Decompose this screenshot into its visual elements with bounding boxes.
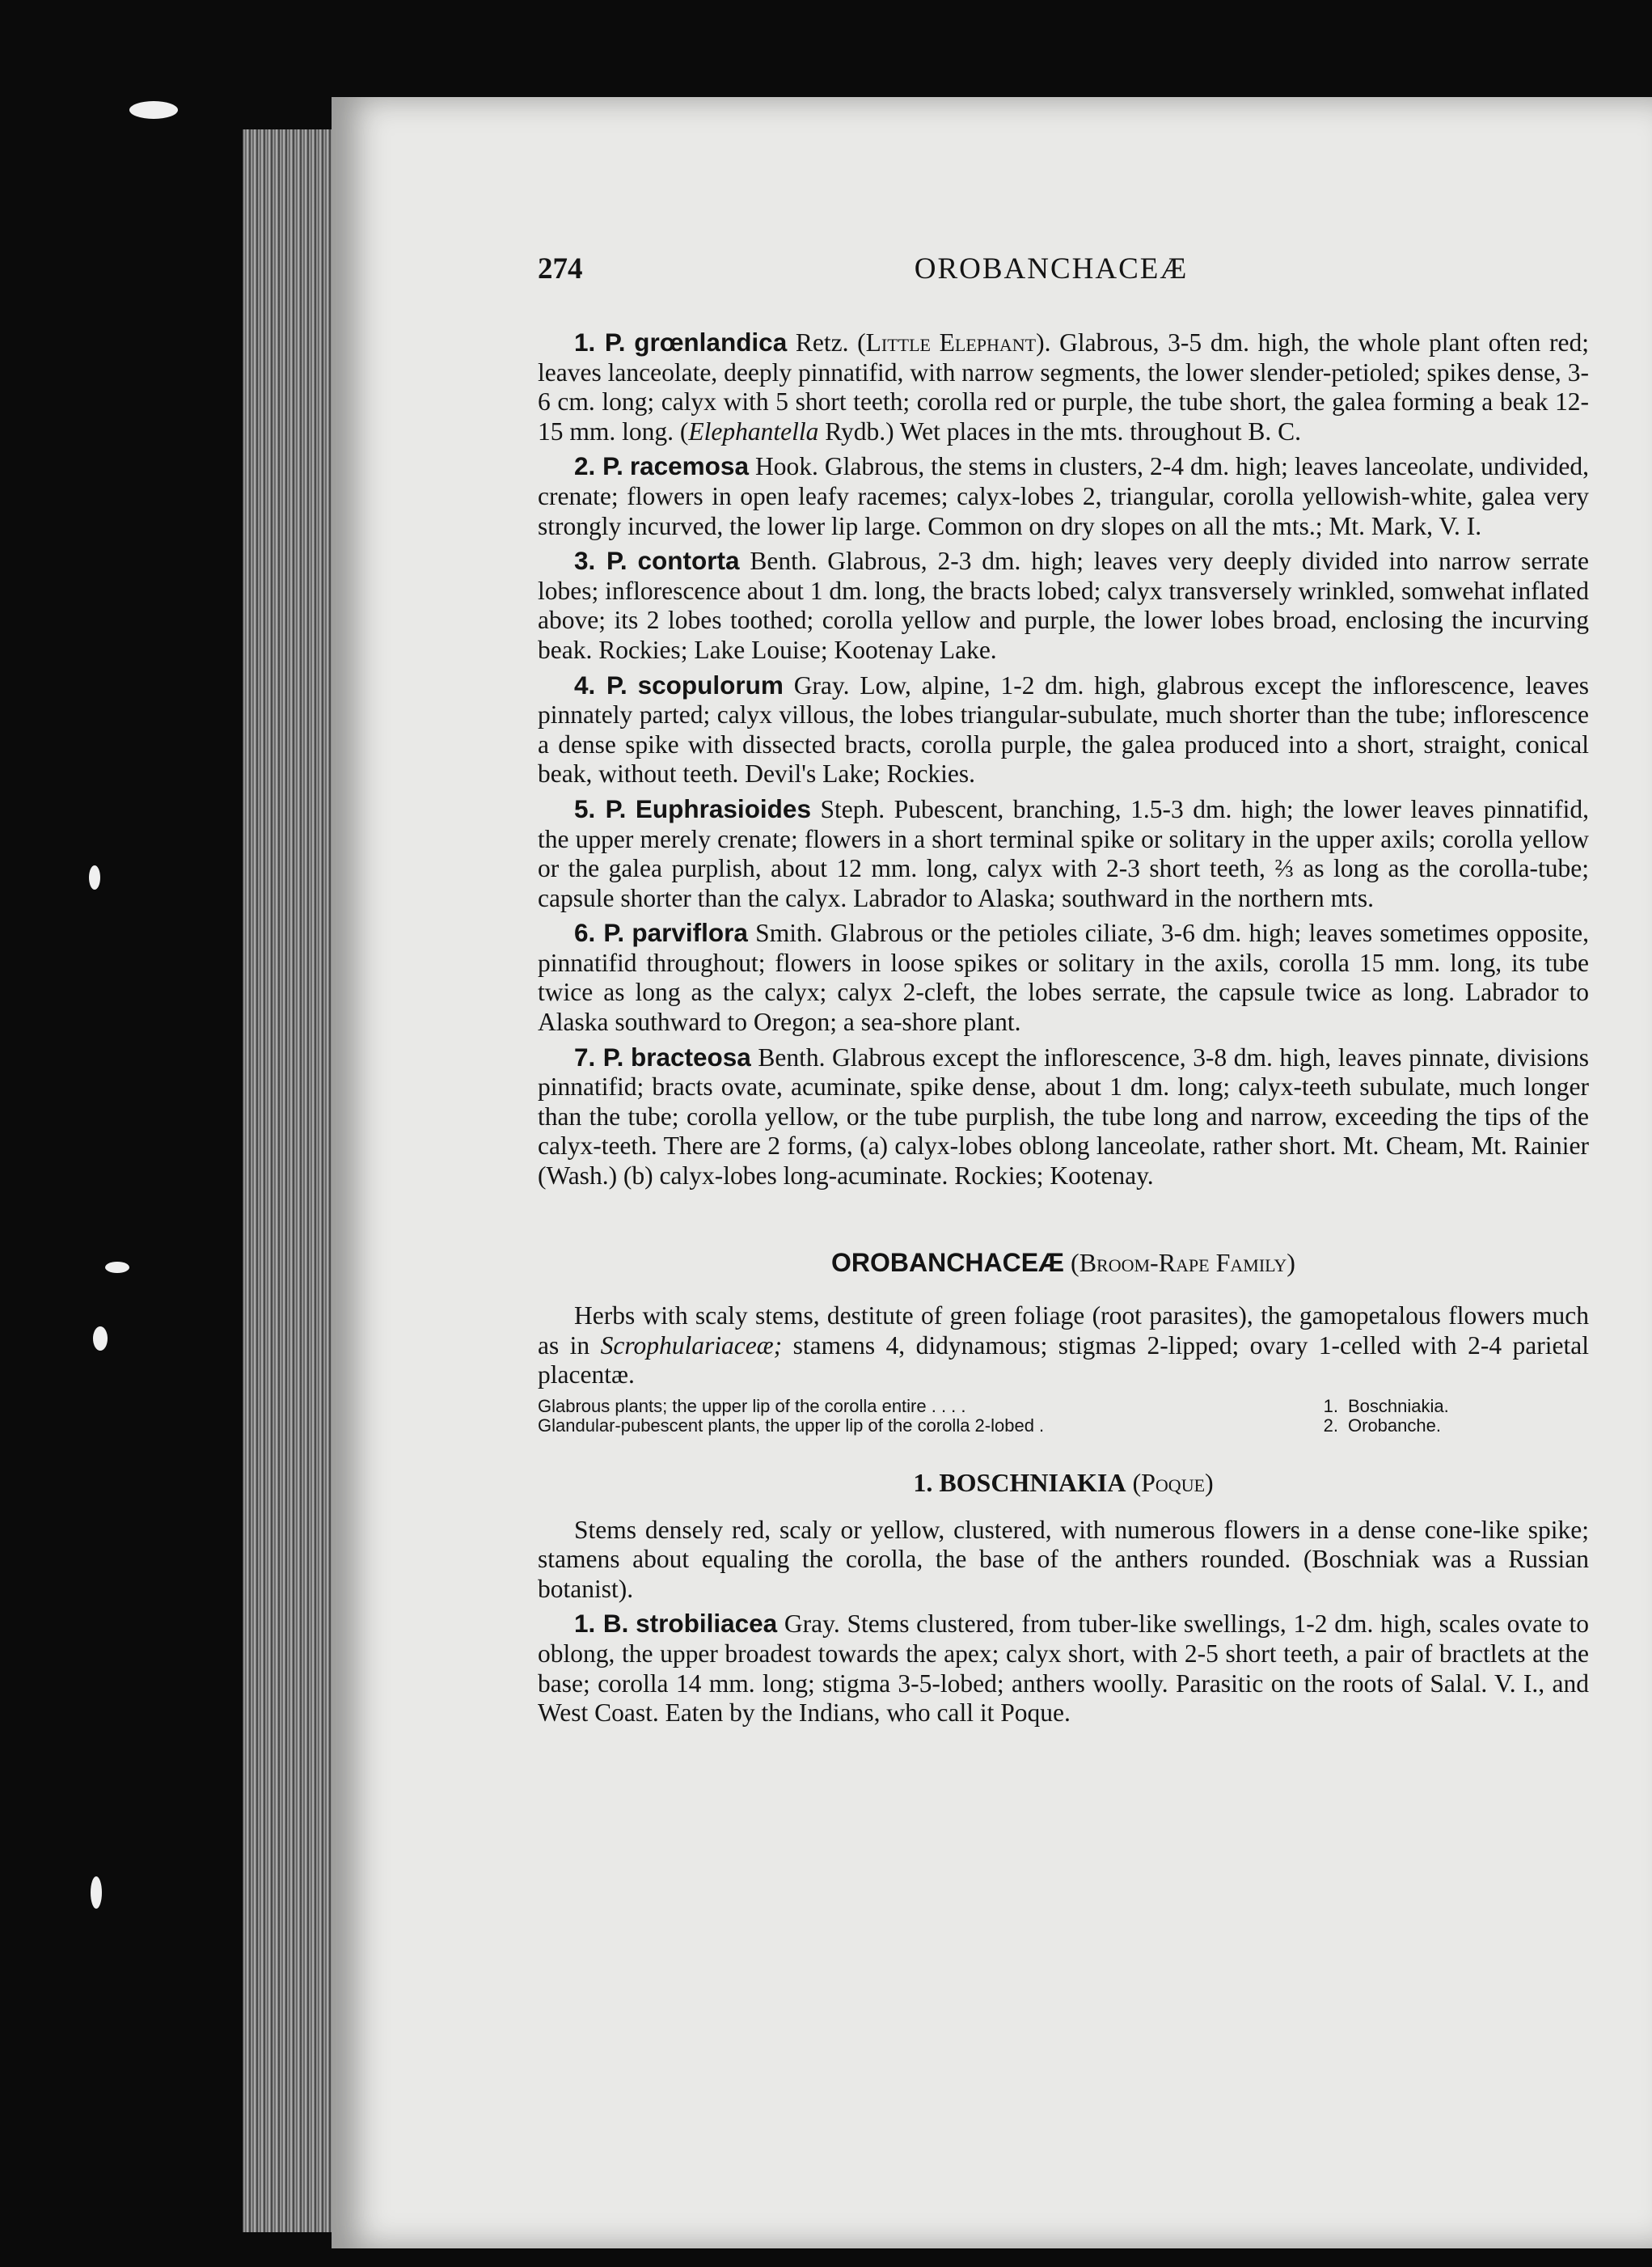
running-title: OROBANCHACEÆ bbox=[914, 252, 1189, 285]
author: Steph. bbox=[820, 794, 885, 823]
genus-description: Stems densely red, scaly or yellow, clustered, with numerous flowers in a dense cone-like spike; stamens about equaling the corolla, the base of the anthers rounded. (Boschniak was a Russian botanist). bbox=[538, 1515, 1589, 1603]
entry-number: 2. P. bbox=[574, 451, 623, 481]
species-name: scopulorum bbox=[637, 670, 784, 700]
page-header bbox=[538, 252, 1589, 287]
common-name: (Little Elephant). bbox=[857, 328, 1051, 357]
genus-common-name: (Poque) bbox=[1132, 1468, 1214, 1497]
entry-number: 4. P. bbox=[574, 670, 627, 700]
species-name: Euphrasioides bbox=[635, 793, 811, 823]
description: Glabrous, the stems in clusters, 2-4 dm. high; leaves lanceolate, undivided, crenate; flowers in open leafy racemes; calyx-lobes 2, triangular, corolla yellowish-white, galea very strongly incurved, the lower lip large. Common on dry slopes on all the mts.; Mt. Mark, V. I. bbox=[538, 452, 1589, 540]
genus-name: 1. BOSCHNIAKIA bbox=[913, 1468, 1126, 1497]
key-description: Glandular-pubescent plants, the upper lip of the corolla 2-lobed . bbox=[538, 1415, 1045, 1436]
author: Gray. bbox=[784, 1609, 840, 1639]
entry-number: 1. B. bbox=[574, 1609, 629, 1639]
scan-artifact bbox=[89, 865, 100, 890]
genus-key bbox=[538, 1397, 1589, 1436]
family-desc-part: Herbs with scaly stems, destitute of green foliage (root parasites), the gamopetalous flowers much as in bbox=[538, 1301, 1589, 1360]
scan-artifact bbox=[93, 1326, 108, 1351]
entry-number: 6. P. bbox=[574, 918, 625, 948]
author: Smith. bbox=[755, 919, 823, 948]
key-genus: Orobanche. bbox=[1348, 1415, 1441, 1436]
key-row bbox=[538, 1416, 1589, 1436]
family-common-name: (Broom-Rape Family) bbox=[1071, 1247, 1295, 1277]
species-entry-5 bbox=[538, 794, 1589, 913]
synonym: Elephantella bbox=[688, 417, 819, 446]
species-entry-2 bbox=[538, 451, 1589, 541]
family-desc-italic: Scrophulariaceæ; bbox=[600, 1330, 783, 1360]
species-name: racemosa bbox=[629, 451, 749, 481]
author: Gray. bbox=[793, 670, 850, 700]
key-number: 1. bbox=[1323, 1396, 1338, 1416]
species-name: bracteosa bbox=[630, 1042, 751, 1072]
species-entry-4 bbox=[538, 670, 1589, 789]
page-number: 274 bbox=[538, 252, 583, 285]
scan-artifact bbox=[91, 1876, 102, 1909]
species-name: contorta bbox=[637, 546, 740, 576]
species-entry-3 bbox=[538, 546, 1589, 665]
species-name: parviflora bbox=[632, 918, 748, 948]
scan-artifact bbox=[105, 1262, 129, 1273]
family-heading bbox=[538, 1248, 1589, 1278]
author: Benth. bbox=[758, 1043, 826, 1072]
key-row bbox=[538, 1397, 1589, 1416]
key-description: Glabrous plants; the upper lip of the corolla entire . . . . bbox=[538, 1396, 966, 1416]
description: Glabrous, 2-3 dm. high; leaves very deeply divided into narrow serrate lobes; inflorescence about 1 dm. long, the bracts lobed; calyx transversely wrinkled, somwehat inflated above; its 2 lobes toothed; corolla yellow and purple, the lower lobes broad, enclosing the incurving beak. Rockies; Lake Louise; Kootenay Lake. bbox=[538, 547, 1590, 664]
description-cont: Rydb.) Wet places in the mts. throughout B. C. bbox=[825, 417, 1302, 446]
family-name: OROBANCHACEÆ bbox=[831, 1247, 1065, 1277]
species-name: grœnlandica bbox=[634, 328, 788, 357]
entry-number: 7. P. bbox=[574, 1042, 624, 1072]
species-name: strobiliacea bbox=[636, 1609, 778, 1639]
description: Pubescent, branching, 1.5-3 dm. high; the lower leaves pinnatifid, the upper merely crenate; flowers in a short terminal spike or solitary in the upper axils; corolla yellow or the galea purplish, about 12 mm. long, calyx with 2-3 short teeth, ⅔ as long as the corolla-tube; capsule shorter than the calyx. Labrador to Alaska; southward in the northern mts. bbox=[538, 794, 1590, 912]
description: Low, alpine, 1-2 dm. high, glabrous except the inflorescence, leaves pinnately parted; calyx villous, the lobes triangular-subulate, much shorter than the tube; inflorescence a dense spike with dissected bracts, corolla purple, the galea produced into a short, straight, conical beak, without teeth. Devil's Lake; Rockies. bbox=[538, 670, 1590, 789]
entry-number: 3. P. bbox=[574, 546, 627, 576]
description: Glabrous, 3-5 dm. high, the whole plant often red; leaves lanceolate, deeply pinnatifid, with narrow segments, the lower slender-petioled; spikes dense, 3-6 cm. long; calyx with 5 short teeth; corolla red or purple, the tube short, the galea forming a beak 12-15 mm. long. ( bbox=[538, 328, 1590, 446]
genus-heading bbox=[538, 1468, 1589, 1498]
author: Retz. bbox=[795, 328, 849, 357]
entry-number: 1. P. bbox=[574, 328, 626, 357]
family-description bbox=[538, 1301, 1589, 1390]
author: Benth. bbox=[750, 547, 818, 576]
family-desc-part: stamens 4, didynamous; stigmas 2-lipped; ovary 1-celled with 2-4 parietal placentæ. bbox=[538, 1330, 1589, 1389]
description: Glabrous except the inflorescence, 3-8 dm. high, leaves pinnate, divisions pinnatifid; bracts ovate, acuminate, spike dense, about 1 dm. long; calyx-teeth subulate, much longer than the tube; corolla yellow, or the tube purplish, the tube long and narrow, exceeding the tips of the calyx-teeth. There are 2 forms, (a) calyx-lobes oblong lanceolate, rather short. Mt. Cheam, Mt. Rainier (Wash.) (b) calyx-lobes long-acuminate. Rockies; Kootenay. bbox=[538, 1043, 1590, 1191]
species-entry-6 bbox=[538, 918, 1589, 1037]
scan-artifact bbox=[129, 101, 178, 119]
description: Glabrous or the petioles ciliate, 3-6 dm. high; leaves sometimes opposite, pinnatifid throughout; flowers in loose spikes or solitary in the axils, corolla 15 mm. long, its tube twice as long as the calyx; calyx 2-cleft, the lobes serrate, the capsule twice as long. Labrador to Alaska southward to Oregon; a sea-shore plant. bbox=[538, 919, 1589, 1037]
key-number: 2. bbox=[1323, 1415, 1338, 1436]
author: Hook. bbox=[754, 452, 818, 481]
entry-number: 5. P. bbox=[574, 793, 627, 823]
species-entry-boschniakia bbox=[538, 1609, 1589, 1728]
description: Stems clustered, from tuber-like swellings, 1-2 dm. high, scales ovate to oblong, the upper broadest towards the apex; calyx short, with 2-5 short teeth, a pair of bractlets at the base; corolla 14 mm. long; stigma 3-5-lobed; anthers woolly. Parasitic on the roots of Salal. V. I., and West Coast. Eaten by the Indians, who call it Poque. bbox=[538, 1609, 1590, 1728]
page-content bbox=[538, 252, 1590, 1733]
key-genus: Boschniakia. bbox=[1348, 1396, 1449, 1416]
species-entry-7 bbox=[538, 1043, 1589, 1191]
species-entry-1 bbox=[538, 328, 1589, 446]
